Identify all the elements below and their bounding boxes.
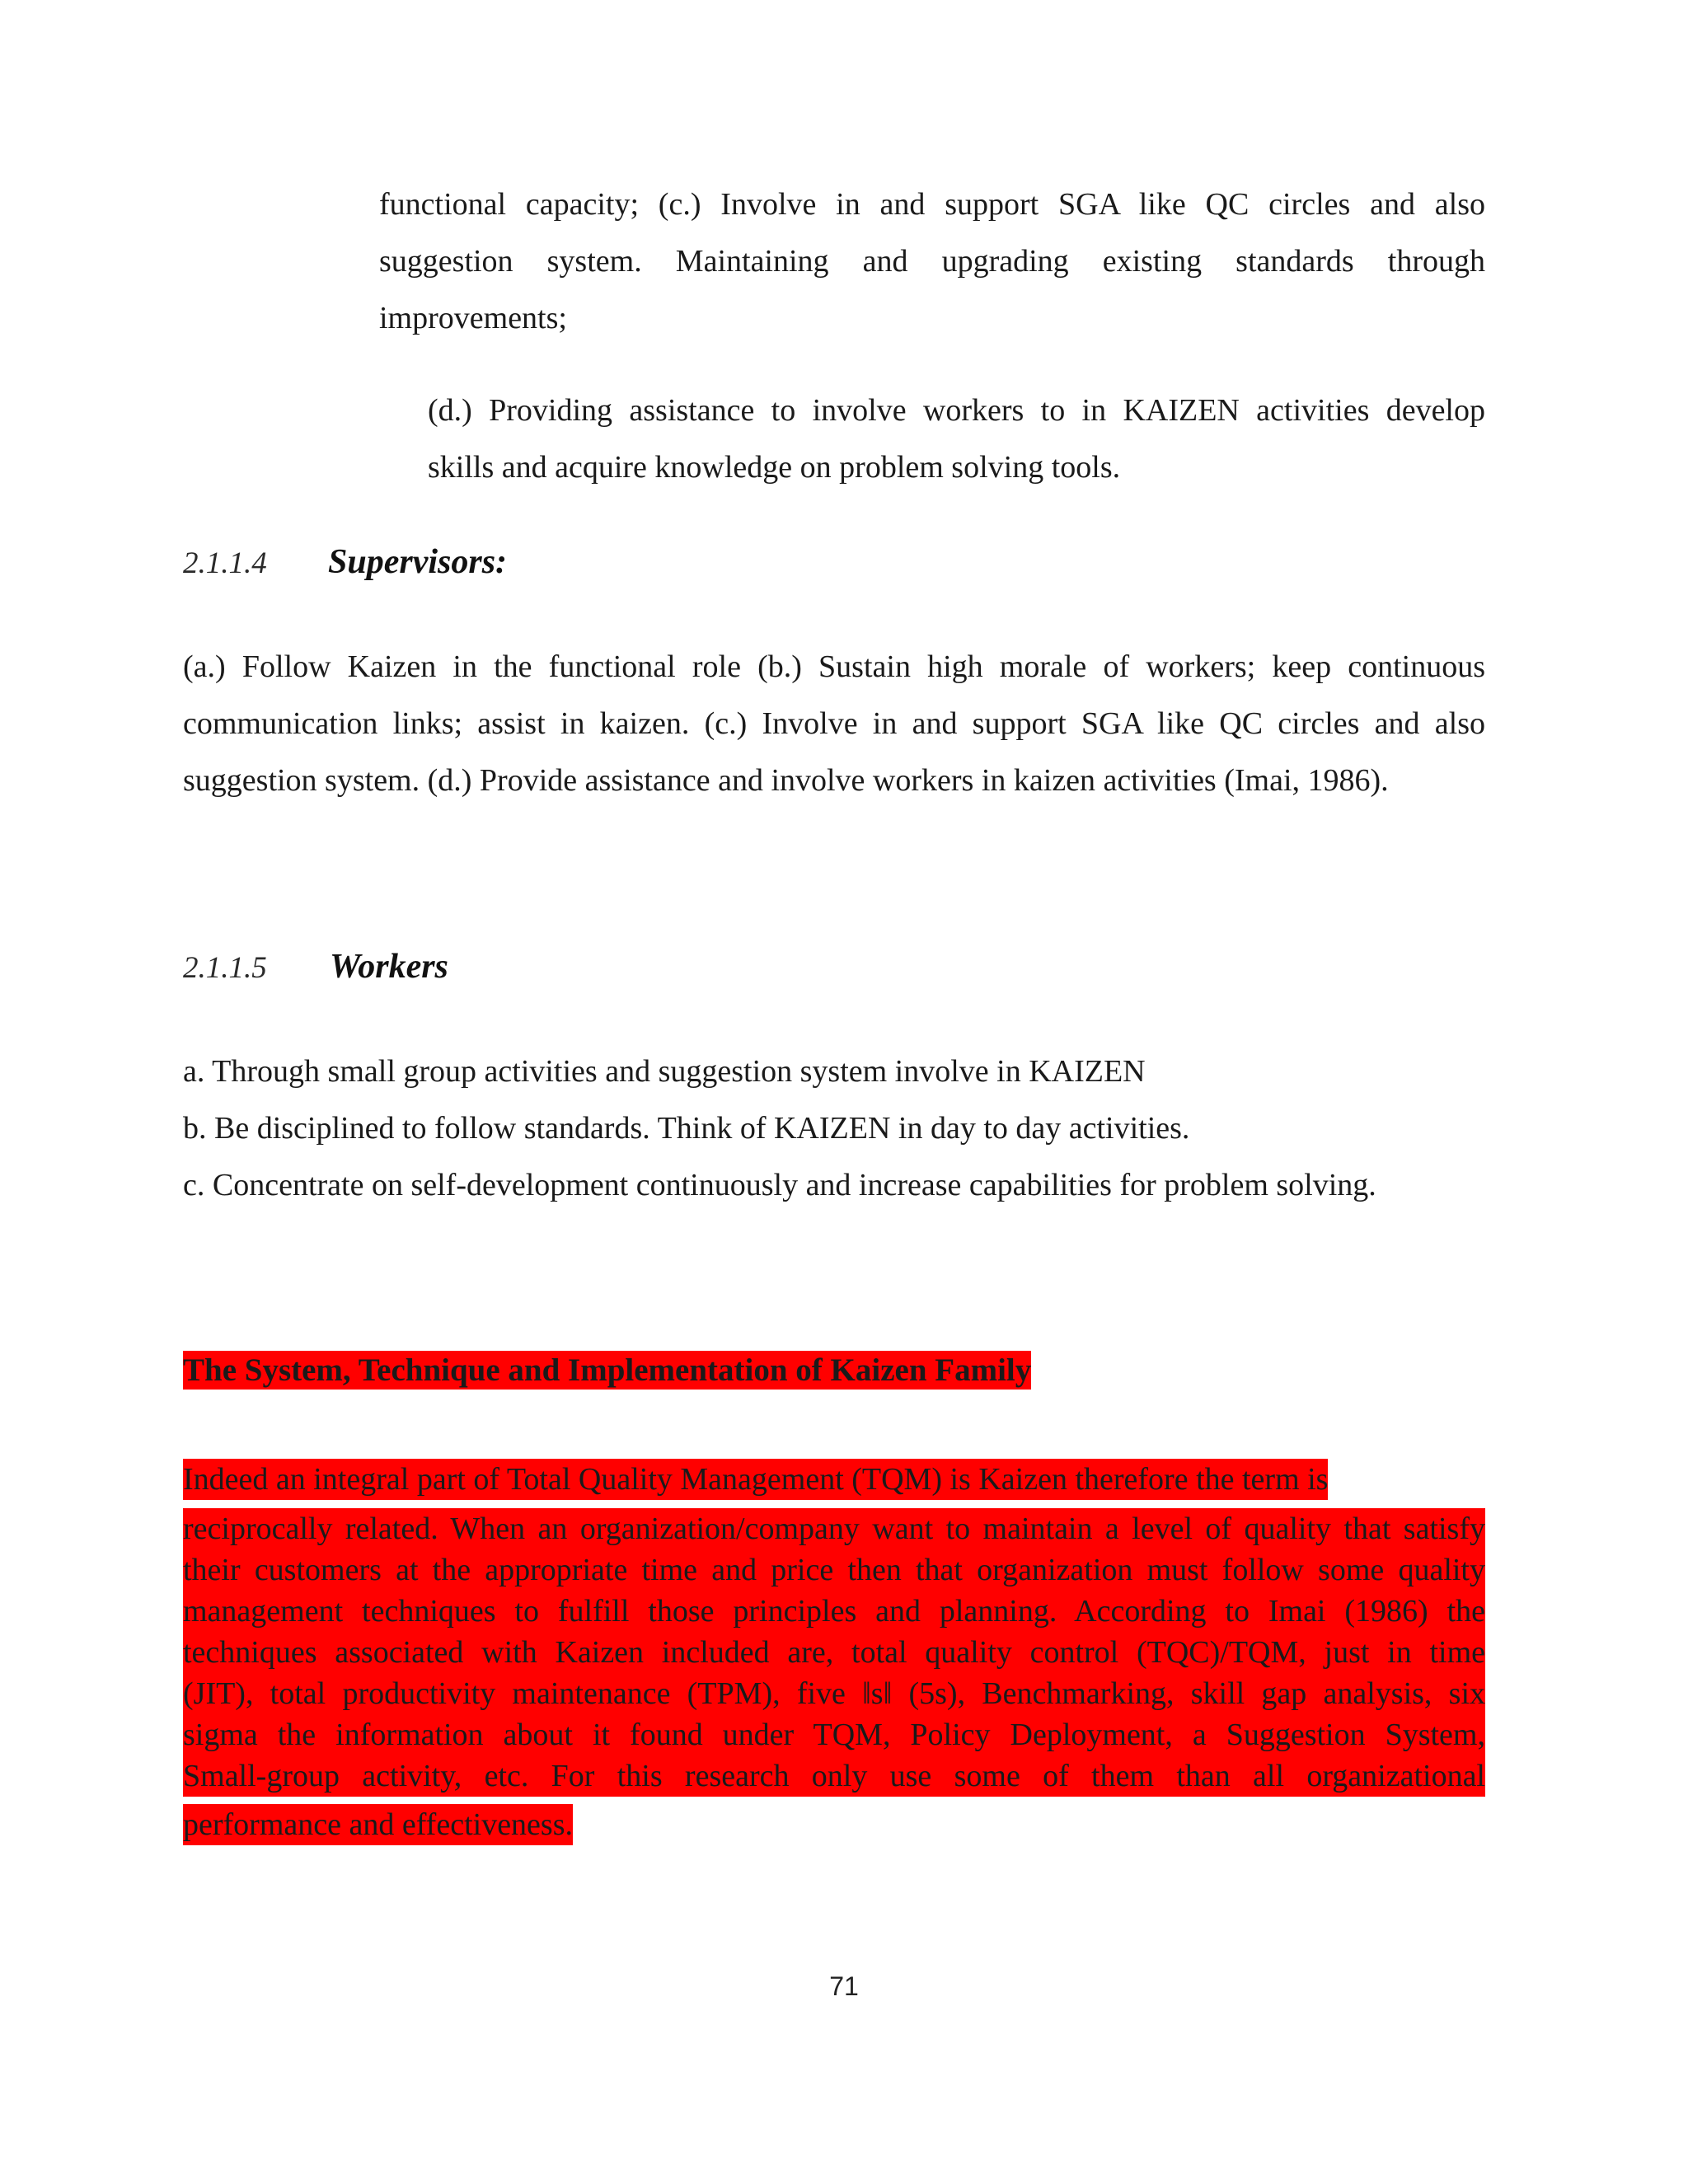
- page-number: 71: [829, 1971, 859, 2001]
- section-number-workers: 2.1.1.5: [183, 951, 267, 985]
- text-line: suggestion system. (d.) Provide assistance and involve workers in kaizen activities (Imai, 1986).: [183, 763, 1389, 798]
- text-line: functional capacity; (c.) Involve in and support SGA like QC circles and also: [379, 187, 1485, 222]
- highlighted-line: their customers at the appropriate time and price then that organization must follow some quality: [183, 1549, 1485, 1591]
- section-title-workers: Workers: [330, 948, 448, 986]
- list-item: c. Concentrate on self-development continuously and increase capabilities for problem solving.: [183, 1168, 1376, 1202]
- highlighted-line: sigma the information about it found under TQM, Policy Deployment, a Suggestion System,: [183, 1714, 1485, 1755]
- list-item: a. Through small group activities and suggestion system involve in KAIZEN: [183, 1054, 1146, 1089]
- highlighted-line: reciprocally related. When an organization/company want to maintain a level of quality that satisfy: [183, 1508, 1485, 1549]
- paragraph-supervisors: [183, 639, 1485, 809]
- section-title-supervisors: Supervisors:: [328, 543, 508, 581]
- section-number-supervisors: 2.1.1.4: [183, 546, 267, 580]
- highlighted-line: performance and effectiveness.: [183, 1797, 1485, 1854]
- text-line: (d.) Providing assistance to involve workers to in KAIZEN activities develop: [428, 393, 1485, 428]
- text-line: (a.) Follow Kaizen in the functional role (b.) Sustain high morale of workers; keep continuous: [183, 649, 1485, 684]
- section-title-kaizen-family: [183, 1349, 1031, 1392]
- paragraph-kaizen-family: [183, 1451, 1485, 1854]
- highlighted-line: management techniques to fulfill those principles and planning. According to Imai (1986) the: [183, 1591, 1485, 1632]
- list-item: b. Be disciplined to follow standards. Think of KAIZEN in day to day activities.: [183, 1111, 1190, 1146]
- list-workers: [183, 1043, 1485, 1214]
- highlighted-line: (JIT), total productivity maintenance (TPM), five ‖s‖ (5s), Benchmarking, skill gap analysis, six: [183, 1673, 1485, 1714]
- text-line: improvements;: [379, 301, 567, 335]
- highlighted-title-text: The System, Technique and Implementation of Kaizen Family: [183, 1352, 1032, 1388]
- highlighted-line: techniques associated with Kaizen included are, total quality control (TQC)/TQM, just in time: [183, 1632, 1485, 1673]
- paragraph-functional-capacity: [379, 176, 1485, 347]
- highlighted-line: Small-group activity, etc. For this research only use some of them than all organizational: [183, 1755, 1485, 1797]
- paragraph-providing-assistance: [428, 382, 1485, 496]
- text-line: skills and acquire knowledge on problem solving tools.: [428, 450, 1121, 485]
- highlighted-line: Indeed an integral part of Total Quality Management (TQM) is Kaizen therefore the term is: [183, 1451, 1485, 1508]
- text-line: communication links; assist in kaizen. (c.) Involve in and support SGA like QC circles and also: [183, 706, 1485, 741]
- text-line: suggestion system. Maintaining and upgrading existing standards through: [379, 244, 1485, 279]
